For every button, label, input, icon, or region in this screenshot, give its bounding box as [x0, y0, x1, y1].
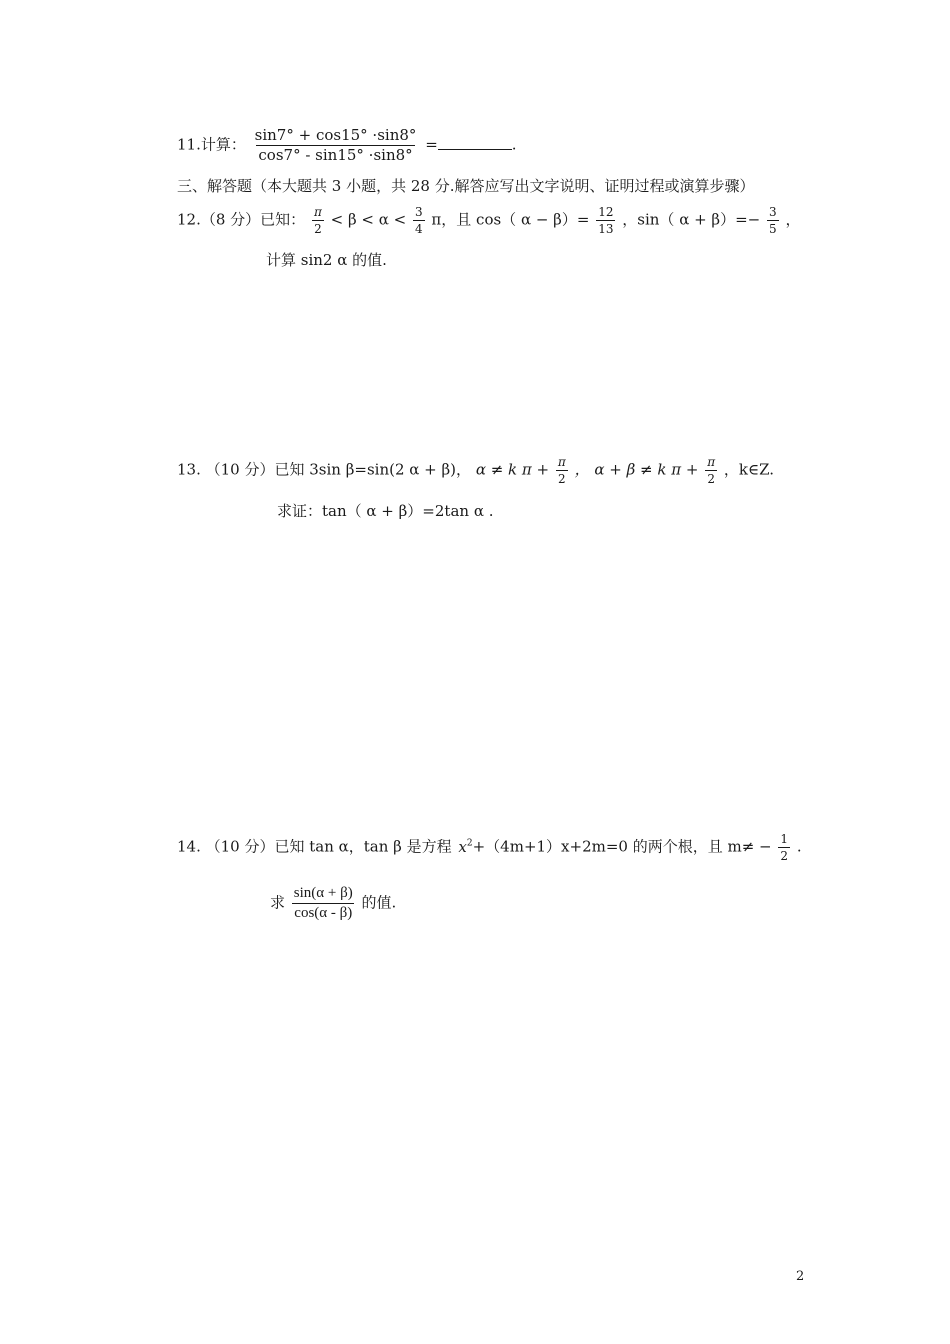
q12-three: 3: [415, 205, 423, 219]
q13-two-b: 2: [707, 472, 715, 486]
q14-two: 2: [780, 849, 789, 863]
question-12: [177, 205, 800, 236]
answer-blank: [438, 137, 512, 150]
q12-thirteen: 13: [598, 222, 614, 236]
q12-two: 2: [314, 222, 322, 236]
q13-pi-b: π: [707, 455, 716, 469]
q12-label: 12.（8 分）已知：: [177, 210, 306, 229]
q14-eq-sup: 2: [466, 838, 473, 849]
question-14-line-2: [270, 885, 396, 922]
q11-end: .: [511, 135, 517, 154]
q14-label: 14. （10 分）已知 tan α，tan β 是方程: [177, 837, 452, 856]
q13-pi: π: [557, 455, 566, 469]
q14-denominator: cos(α - β): [294, 905, 353, 921]
q14-tail: 的值.: [361, 893, 397, 912]
q12-part2: π，且 cos（ α − β）=: [431, 210, 590, 229]
q14-qiu: 求: [270, 893, 286, 912]
q13-fraction-pi-over-2: [556, 455, 568, 486]
question-11: [177, 127, 517, 164]
q12-pi: π: [313, 205, 322, 219]
q13-two: 2: [558, 472, 566, 486]
q13-condition-2: ， α + β ≠ k π +: [574, 460, 699, 479]
q12-inequality: < β < α <: [330, 210, 407, 229]
q12-twelve: 12: [598, 205, 614, 219]
q12-fraction-pi-over-2: [312, 205, 324, 236]
q14-eq-x: x: [458, 837, 467, 856]
q11-denominator: cos7° - sin15° ·sin8°: [258, 146, 413, 164]
q12-five: 5: [769, 222, 777, 236]
q13-condition-3: ，k∈Z.: [723, 460, 774, 479]
question-12-line-2: [266, 250, 387, 270]
q14-fraction-1-over-2: [778, 832, 790, 863]
q14-end: .: [796, 837, 802, 856]
q14-fraction: [292, 885, 355, 922]
q12-three-b: 3: [769, 205, 777, 219]
q12-fraction-3-over-5: [767, 205, 779, 236]
q13-condition-1: α ≠ k π +: [475, 460, 550, 479]
q12-fraction-3-over-4: [413, 205, 425, 236]
q14-numerator: sin(α + β): [293, 885, 353, 901]
q13-fraction-pi-over-2-b: [705, 455, 717, 486]
page-number: 2: [796, 1269, 805, 1284]
q13-line2: 求证：tan（ α + β）=2tan α .: [277, 502, 494, 520]
q11-numerator: sin7° + cos15° ·sin8°: [254, 126, 417, 144]
q11-label: 11.计算：: [177, 135, 246, 154]
q11-fraction: [253, 127, 419, 164]
q14-one: 1: [780, 832, 789, 846]
q12-fraction-12-over-13: [596, 205, 615, 236]
q14-eq-rest: +（4m+1）x+2m=0 的两个根，且 m≠ −: [472, 837, 772, 856]
q12-comma: ，: [785, 210, 801, 229]
section-3-heading: [177, 176, 754, 196]
q13-label: 13. （10 分）已知 3sin β=sin(2 α + β)，: [177, 460, 472, 479]
q12-four: 4: [415, 222, 423, 236]
question-13-line-2: [277, 501, 493, 521]
q12-part3: ，sin（ α + β）=−: [622, 210, 761, 229]
q11-equals: =: [425, 135, 438, 154]
q12-line2: 计算 sin2 α 的值.: [266, 251, 387, 269]
question-13: [177, 455, 774, 486]
section-3-title: 三、解答题（本大题共 3 小题，共 28 分.解答应写出文字说明、证明过程或演算步骤）: [177, 177, 755, 195]
question-14: [177, 832, 802, 863]
